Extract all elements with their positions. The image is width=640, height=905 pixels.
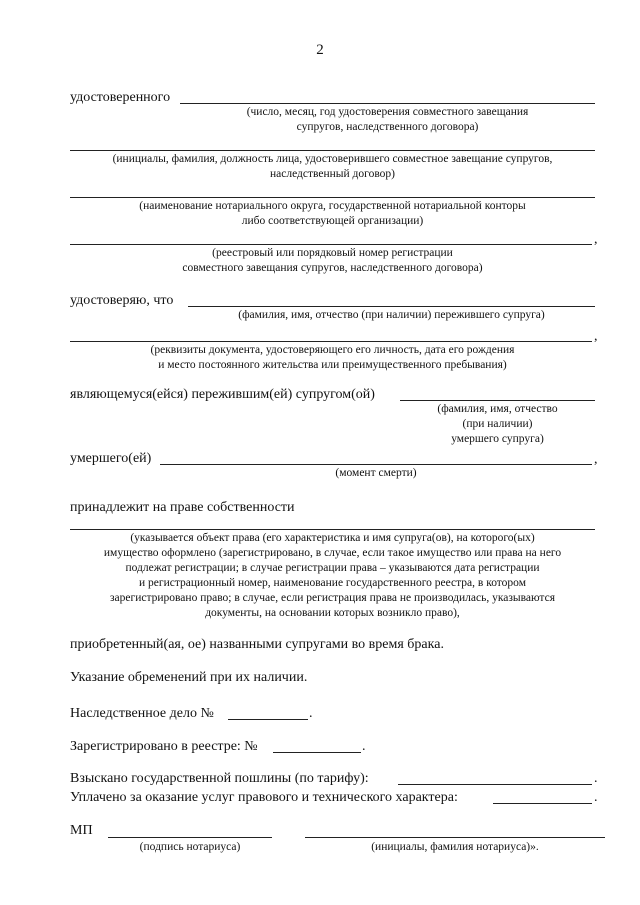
ownership-caption-4: и регистрационный номер, наименование государственного реестра, в котором (138, 577, 526, 589)
paid-period: . (594, 790, 598, 805)
paid-label: Уплачено за оказание услуг правового и технического характера: (70, 790, 458, 805)
notary-person-line (70, 150, 595, 151)
identity-caption-2: и место постоянного жительства или преимущественного пребывания) (158, 359, 507, 371)
deceased-label: умершего(ей) (70, 451, 152, 466)
identity-comma: , (594, 329, 598, 344)
surviving-caption-1: (фамилия, имя, отчество (437, 403, 558, 415)
fee-line (398, 784, 592, 785)
surviving-caption-2: (при наличии) (462, 418, 533, 430)
acquired-text: приобретенный(ая, ое) названными супругами во время брака. (70, 637, 444, 652)
page-number: 2 (316, 42, 324, 58)
fee-period: . (594, 771, 598, 786)
registered-number-line (273, 752, 361, 753)
death-moment-line (160, 464, 592, 465)
notary-office-line (70, 197, 595, 198)
registered-period: . (362, 739, 366, 754)
surviving-spouse-line (400, 400, 595, 401)
certify-label: удостоверяю, что (70, 293, 174, 308)
ownership-caption-5: зарегистрировано право; в случае, если регистрация права не производилась, указываются (109, 592, 555, 604)
signature-caption: (подпись нотариуса) (139, 841, 241, 853)
ownership-caption-1: (указывается объект права (его характеристика и имя супруга(ов), на которого(ых) (130, 532, 535, 544)
notary-office-caption-1: (наименование нотариального округа, государственной нотариальной конторы (139, 200, 526, 212)
ownership-label: принадлежит на праве собственности (70, 500, 295, 515)
notary-signature-line (108, 837, 272, 838)
inheritance-case-label: Наследственное дело № (70, 706, 214, 721)
encumbrances-text: Указание обременений при их наличии. (70, 670, 308, 685)
certified-caption-2: супругов, наследственного договора) (296, 121, 479, 133)
registry-number-caption-1: (реестровый или порядковый номер регистрации (212, 247, 453, 259)
notary-person-caption-1: (инициалы, фамилия, должность лица, удостоверившего совместное завещание супругов, (112, 153, 553, 165)
deceased-caption: (момент смерти) (335, 467, 417, 479)
certified-label: удостоверенного (70, 90, 171, 105)
seal-mark-mp: МП (70, 823, 93, 838)
certified-caption-1: (число, месяц, год удостоверения совместного завещания (246, 106, 529, 118)
inheritance-case-period: . (309, 706, 313, 721)
notary-name-caption: (инициалы, фамилия нотариуса)». (371, 841, 539, 853)
ownership-object-line (70, 529, 595, 530)
notary-person-caption-2: наследственный договор) (269, 168, 396, 180)
registry-number-line (70, 244, 592, 245)
surviving-caption-3: умершего супруга) (451, 433, 544, 445)
fee-label: Взыскано государственной пошлины (по тарифу): (70, 771, 369, 786)
surviving-spouse-label: являющемуся(ейся) пережившим(ей) супругом(ой) (70, 387, 375, 402)
notary-office-caption-2: либо соответствующей организации) (241, 215, 424, 227)
certified-date-line (180, 103, 595, 104)
paid-line (493, 803, 592, 804)
ownership-caption-3: подлежат регистрации; в случае регистрации права – указываются дата регистрации (125, 562, 540, 574)
identity-line (70, 341, 592, 342)
registry-number-comma: , (594, 232, 598, 247)
notary-name-line (305, 837, 605, 838)
certify-name-line (188, 306, 595, 307)
deceased-comma: , (594, 452, 598, 467)
ownership-caption-6: документы, на основании которых возникло право), (205, 607, 460, 619)
registered-label: Зарегистрировано в реестре: № (70, 739, 258, 754)
inheritance-case-line (228, 719, 308, 720)
identity-caption-1: (реквизиты документа, удостоверяющего его личность, дата его рождения (150, 344, 515, 356)
registry-number-caption-2: совместного завещания супругов, наследственного договора) (182, 262, 483, 274)
ownership-caption-2: имущество оформлено (зарегистрировано, в случае, если такое имущество или права на него (103, 547, 562, 559)
certify-caption: (фамилия, имя, отчество (при наличии) пережившего супруга) (238, 309, 545, 321)
